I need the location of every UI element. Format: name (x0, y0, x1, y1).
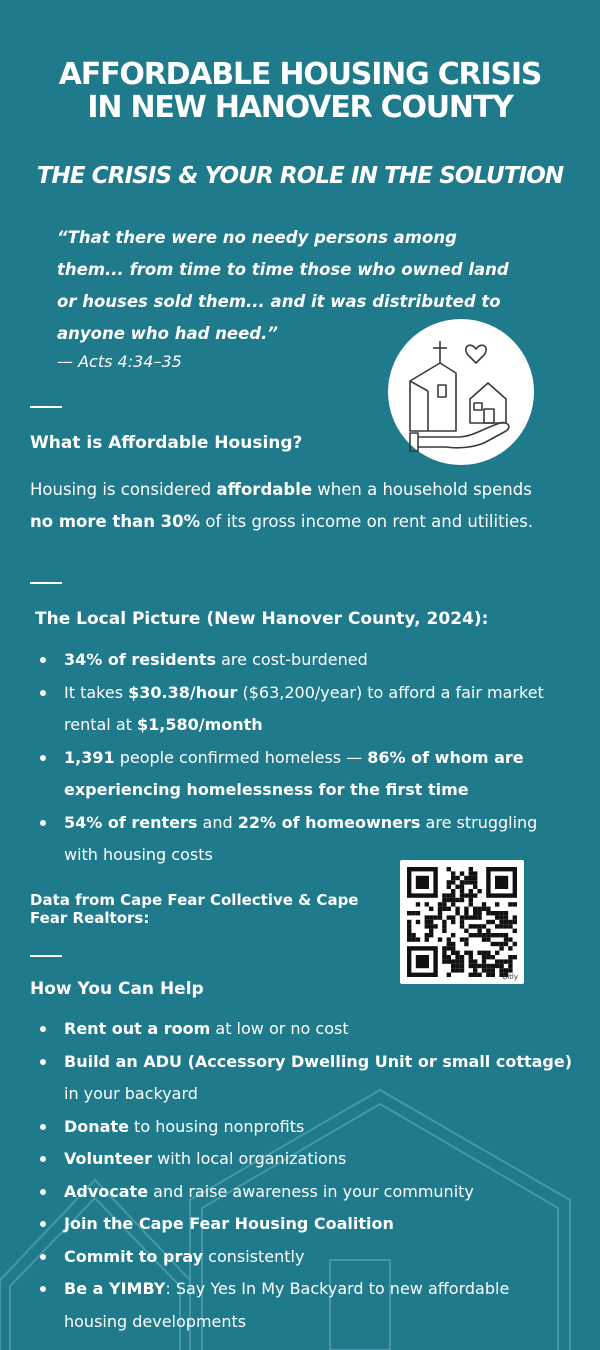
scripture-quote: “That there were no needy persons among them... from time to time those who owned land or houses sold them... and it was distributed to anyone who had need.” (57, 228, 509, 343)
qr-code-icon[interactable] (400, 860, 524, 984)
section-divider (30, 955, 62, 957)
local-heading: The Local Picture (New Hanover County, 2024): (35, 609, 489, 629)
list-item: 1,391 people confirmed homeless — 86% of whom are experiencing homelessness for the first time (34, 742, 570, 807)
qr-label: bitly (502, 973, 518, 981)
church-house-hand-heart-icon (388, 319, 534, 465)
section-divider (30, 406, 62, 408)
list-item: Rent out a room at low or no cost (34, 1013, 574, 1046)
definition-paragraph: Housing is considered affordable when a household spends no more than 30% of its gross income on rent and utilities. (30, 480, 534, 531)
scripture-reference: — Acts 4:34–35 (57, 352, 182, 371)
list-item: Be a YIMBY: Say Yes In My Backyard to new affordable housing developments (34, 1273, 574, 1338)
list-item: 54% of renters and 22% of homeowners are struggling with housing costs (34, 807, 570, 872)
local-stats-list (34, 644, 570, 872)
list-item: It takes $30.38/hour ($63,200/year) to afford a fair market rental at $1,580/month (34, 677, 570, 742)
list-item: Commit to pray consistently (34, 1241, 574, 1274)
definition-heading: What is Affordable Housing? (30, 433, 303, 453)
list-item: Join the Cape Fear Housing Coalition (34, 1208, 574, 1241)
data-source-note: Data from Cape Fear Collective & Cape Fear Realtors: (30, 891, 359, 927)
section-divider (30, 582, 62, 584)
list-item: Build an ADU (Accessory Dwelling Unit or small cottage) in your backyard (34, 1046, 574, 1111)
page-title: AFFORDABLE HOUSING CRISIS IN NEW HANOVER COUNTY (58, 57, 542, 125)
help-list (34, 1013, 574, 1338)
list-item: Donate to housing nonprofits (34, 1111, 574, 1144)
help-heading: How You Can Help (30, 979, 204, 999)
page-subtitle: THE CRISIS & YOUR ROLE IN THE SOLUTION (36, 163, 564, 189)
list-item: 34% of residents are cost-burdened (34, 644, 570, 677)
list-item: Volunteer with local organizations (34, 1143, 574, 1176)
list-item: Advocate and raise awareness in your community (34, 1176, 574, 1209)
